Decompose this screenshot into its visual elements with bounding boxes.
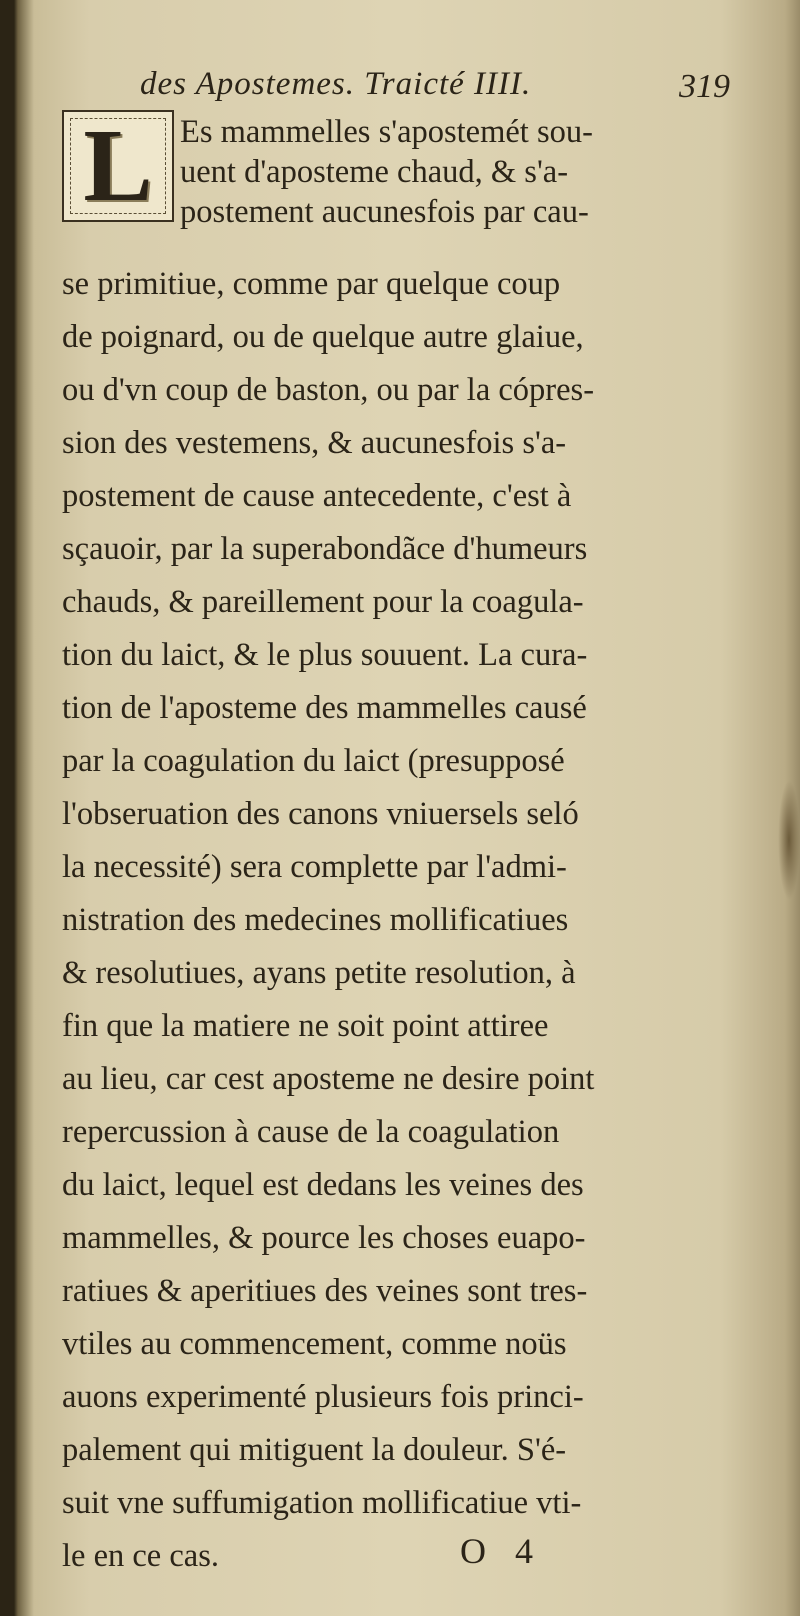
text-line: postement aucunesfois par cau- [180, 194, 589, 230]
text-line: de poignard, ou de quelque autre glaiue, [62, 319, 584, 355]
text-line: chauds, & pareillement pour la coagula- [62, 584, 584, 620]
signature-mark: O 4 [460, 1531, 543, 1571]
text-line: tion de l'aposteme des mammelles causé [62, 690, 587, 726]
text-line: au lieu, car cest aposteme ne desire point [62, 1061, 595, 1097]
text-line: du laict, lequel est dedans les veines des [62, 1167, 584, 1203]
text-line: postement de cause antecedente, c'est à [62, 478, 572, 514]
text-line: nistration des medecines mollificatiues [62, 902, 569, 938]
initial-ornament-frame [70, 118, 166, 214]
text-line: sion des vestemens, & aucunesfois s'a- [62, 425, 567, 461]
text-line: auons experimenté plusieurs fois princi- [62, 1379, 584, 1415]
text-line: fin que la matiere ne soit point attiree [62, 1008, 549, 1044]
text-line: vtiles au commencement, comme noüs [62, 1326, 567, 1362]
text-line: suit vne suffumigation mollificatiue vti- [62, 1485, 582, 1521]
text-line: l'obseruation des canons vniuersels seló [62, 796, 579, 832]
text-line: ou d'vn coup de baston, ou par la cópres- [62, 372, 595, 408]
text-line: par la coagulation du laict (presupposé [62, 743, 565, 779]
decorated-initial [62, 110, 174, 222]
page-edge-stain [778, 780, 800, 900]
text-line: sçauoir, par la superabondãce d'humeurs [62, 531, 588, 567]
text-line: Es mammelles s'apostemét sou- [180, 114, 593, 150]
running-head: des Apostemes. Traicté IIII. [140, 66, 532, 102]
page-number: 319 [679, 68, 730, 105]
text-line: & resolutiues, ayans petite resolution, à [62, 955, 576, 991]
text-line: le en ce cas. [62, 1538, 219, 1574]
text-line: mammelles, & pource les choses euapo- [62, 1220, 586, 1256]
text-line: ratiues & aperitiues des veines sont tres- [62, 1273, 588, 1309]
text-line: la necessité) sera complette par l'admi- [62, 849, 567, 885]
text-line: repercussion à cause de la coagulation [62, 1114, 560, 1150]
page-header [130, 60, 730, 120]
text-line: palement qui mitiguent la douleur. S'é- [62, 1432, 567, 1468]
text-line: se primitiue, comme par quelque coup [62, 266, 561, 302]
text-line: tion du laict, & le plus souuent. La cura- [62, 637, 588, 673]
initial-letter: L [83, 108, 153, 223]
text-line: uent d'aposteme chaud, & s'a- [180, 154, 569, 190]
